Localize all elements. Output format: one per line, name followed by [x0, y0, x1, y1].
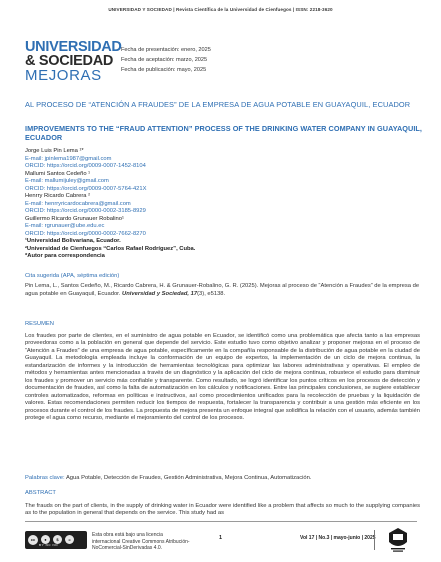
- footer-divider: [25, 521, 417, 522]
- resumen-text: Los fraudes por parte de clientes, en el suministro de agua potable en Ecuador, se identificó como una problemática que afecta tanto a las empresas proveedoras como a la población en general que depende del servicio. Este estudio tuvo como objetivo analizar y proponer mejoras en el proceso de “Atención a Fraudes” de una empresa de agua potable, específicamente en la compañía responsable de la distribución de agua potable en la ciudad de Guayaquil. La metodología empleada incluye la conformación de un equipo de expertos, la implementación de un ciclo de mejora continua, la estandarización de informes y la introducción de herramientas tecnológicas para optimizar las labores administrativas y operativas. El empleo de métodos y herramientas antes mencionadas a través de un diagnóstico y la aplicación del ciclo de mejora continua, robustece el estudio para disminuir los fraudes y promover un servicio más confiable y transparente. Como resultado, se logró identificar los puntos críticos en los procesos de detección y documentación de fraudes, así como la falta de automatización en los cálculos y notificaciones. Entre las principales conclusiones, se sugiere establecer controles automatizados, reformas en políticas e instructivos, así como procedimientos unificados para la recolección de pruebas y la liquidación de valores. Estas recomendaciones permiten reducir los tiempos de respuesta, fortalecer la transparencia y contribuir a una gestión más eficiente en los procesos durante el control de los fraudes. La propuesta de mejora presenta un enfoque integral que solidifica la relación con el usuario, además también protege el agua como recurso, mediante el mejoramiento del control de los procesos.: [25, 333, 420, 421]
- abstract-heading: ABSTRACT: [25, 490, 56, 496]
- citation-journal: Universidad y Sociedad, 17: [122, 290, 198, 297]
- date-accepted: Fecha de aceptación: marzo, 2025: [121, 56, 208, 63]
- author-orcid-link[interactable]: ORCID: https://orcid.org/0009-0007-5764-421X: [25, 185, 147, 192]
- date-presented: Fecha de presentación: enero, 2025: [121, 47, 211, 53]
- logo-line-1: UNIVERSIDAD: [25, 39, 122, 55]
- creative-commons-badge[interactable]: [25, 531, 87, 549]
- author-name: Henrry Ricardo Cabrera ²: [25, 193, 91, 199]
- author-orcid-link[interactable]: ORCID: https://orcid.org/0000-0002-7662-8270: [25, 230, 146, 237]
- resumen-heading: RESUMEN: [25, 321, 54, 327]
- author-email-link[interactable]: E-mail: jpinlema1987@gmail.com: [25, 155, 112, 162]
- cc-tags: BY NC ND: [39, 543, 59, 547]
- author-name: Mallumi Santos Cedeño ¹: [25, 170, 91, 177]
- nd-icon: =: [65, 535, 74, 544]
- abstract-text: The frauds on the part of clients, in the supply of drinking water in Ecuador were identified like a problem that affects so much to the supplying companies as to the population in general that depends on the service. This study had as: [25, 503, 420, 517]
- citation-text: Pin Lema, L., Santos Cedeño, M., Ricardo Cabrera, H. & Grunauer-Robalino, G. R. (2025). Mejoras al proceso de “Atención a Fraudes” de la empresa de agua potable en Guayaquil, Ecuador.: [25, 283, 420, 297]
- corresponding-author-note: *Autor para correspondencia: [25, 253, 105, 259]
- citation-label: Cita sugerida (APA, séptima edición): [25, 273, 120, 279]
- journal-logo: [25, 39, 122, 84]
- author-name: Guillermo Ricardo Grunauer Robalino¹: [25, 215, 124, 222]
- license-text: Esta obra está bajo una licencia internacional Creative Commons Atribución-NoComercial-SinDerivadas 4.0.: [92, 532, 190, 551]
- suggested-citation: [25, 283, 420, 298]
- keywords-text: Agua Potable, Detección de Fraudes, Gestión Administrativa, Mejora Continua, Automatización.: [65, 475, 312, 481]
- page-number: 1: [219, 535, 223, 541]
- author-orcid-link[interactable]: ORCID: https://orcid.org/0009-0007-1452-8104: [25, 163, 146, 169]
- footer-separator: [374, 530, 375, 550]
- author-email-link[interactable]: E-mail: mallumijuley@gmail.com: [25, 178, 109, 184]
- nc-icon: $: [53, 535, 62, 544]
- running-head: UNIVERSIDAD Y SOCIEDAD | Revista Científica de la Universidad de Cienfuegos | ISSN: 2218-3620: [108, 7, 333, 12]
- keywords-label: Palabras clave:: [25, 475, 65, 481]
- title-english: IMPROVEMENTS TO THE “FRAUD ATTENTION” PROCESS OF THE DRINKING WATER COMPANY IN GUAYAQUIL, ECUADOR: [25, 124, 423, 142]
- by-person-icon: ●: [41, 535, 50, 544]
- citation-issue: (3), e5138.: [197, 290, 226, 297]
- keywords: [25, 475, 420, 483]
- author-orcid-link[interactable]: ORCID: https://orcid.org/0000-0002-3185-8929: [25, 208, 146, 214]
- affiliation-1: ¹Universidad Bolivariana, Ecuador.: [25, 238, 121, 244]
- university-seal-icon: [385, 526, 411, 554]
- author-email-link[interactable]: E-mail: rgrunauer@ube.edu.ec: [25, 223, 105, 229]
- logo-line-2: & SOCIEDAD: [25, 53, 114, 69]
- logo-line-3: MEJORAS: [25, 67, 102, 84]
- volume-info: Vol 17 | No.3 | mayo-junio | 2025: [300, 535, 376, 541]
- cc-icon: cc: [28, 535, 38, 545]
- date-published: Fecha de publicación: mayo, 2025: [121, 66, 207, 73]
- author-email-link[interactable]: E-mail: henrryricardocabrera@gmail.com: [25, 200, 131, 207]
- publication-dates: [121, 46, 211, 75]
- title-spanish: AL PROCESO DE “ATENCIÓN A FRAUDES” DE LA EMPRESA DE AGUA POTABLE EN GUAYAQUIL, ECUADOR: [25, 100, 411, 109]
- author-list: [25, 148, 420, 261]
- author-name: Jorge Luis Pin Lema ¹*: [25, 148, 84, 154]
- affiliation-2: ²Universidad de Cienfuegos “Carlos Rafael Rodríguez”, Cuba.: [25, 245, 196, 252]
